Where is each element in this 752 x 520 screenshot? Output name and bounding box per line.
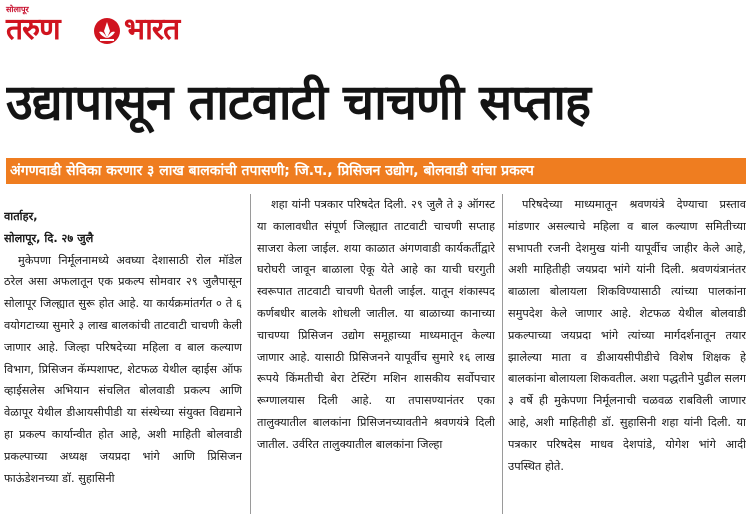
column-text-2: शहा यांनी पत्रकार परिषदेत दिली. २९ जुलै ते ३ ऑगस्ट या कालावधीत संपूर्ण जिल्ह्यात ताटवाटी चाचणी सप्ताह साजरा केला जाईल. शया काळात अंगणवाडी कार्यकर्तीद्वारे घरोघरी जावून बाळाला ऐकू येते आहे का याची घरगुती स्वरूपात ताटवाटी चाचणी घेतली जाईल. यातून शंकास्पद कर्णबधीर बालके शोधली जातील. या बाळाच्या कानाच्या चाचण्या प्रिसिजन उद्योग समूहाच्या माध्यमातून केल्या जाणार आहे. यासाठी प्रिसिजनने यापूर्वीच सुमारे १६ लाख रूपये किंमतीची बेरा टेस्टिंग मशिन शासकीय सर्वोपचार रूग्णालयास दिली आहे. या तपासण्यानंतर एका तालुक्यातील बालकांना प्रिसिजनच्यावतीने श्रवणयंत्रे दिली जातील. उर्वरित तालुक्यातील बालकांना जिल्हा (257, 198, 495, 451)
masthead-logo (6, 4, 256, 52)
article-column-3 (508, 194, 746, 504)
column-text-3: परिषदेच्या माध्यमातून श्रवणयंत्रे देण्याचा प्रस्ताव मांडणार असल्याचे महिला व बाल कल्याण समितीच्या सभापती रजनी देशमुख यांनी यापूर्वीच जाहीर केले आहे, अशी माहितीही जयप्रदा भांगे यांनी दिली. श्रवणयंत्रानंतर बाळाला बोलायला शिकविण्यासाठी त्यांच्या पालकांना समुपदेश केले जाणार आहे. शेटफळ येथील बोलवाडी प्रकल्पाच्या जयप्रदा भांगे त्यांच्या मार्गदर्शनातून तयार झालेल्या माता व डीआयसीपीडीचे विशेष शिक्षक हे बालकांना बोलायला शिकवतील. अशा पद्धतीने पुढील सलग ३ वर्षे ही मुकेपणा निर्मूलनाची चळवळ राबविली जाणार आहे, अशी माहितीही डॉ. सुहासिनी शहा यांनी दिली. या पत्रकार परिषदेस माधव देशपांडे, योगेश भांगे आदी उपस्थित होते. (508, 198, 746, 473)
subheadline-band: अंगणवाडी सेविका करणार ३ लाख बालकांची तपासणी; जि.प., प्रिसिजन उद्योग, बोलवाडी यांचा प्रकल्प (6, 158, 746, 184)
logo-word-tarun: तरुण (6, 12, 60, 47)
lotus-emblem-icon (92, 16, 122, 46)
column-text-1: मुकेपणा निर्मूलनामध्ये अवघ्या देशासाठी रोल मॉडेल ठरेल असा अफलातून एक प्रकल्प सोमवार २९ जुलैपासून सोलापूर जिल्ह्यात सुरू होत आहे. या कार्यक्रमांतर्गत ० ते ६ वयोगटाच्या सुमारे ३ लाख बालकांची ताटवाटी चाचणी केली जाणार आहे. जिल्हा परिषदेच्या महिला व बाल कल्याण विभाग, प्रिसिजन कॅम्पशाफ्ट, शेटफळ येथील व्हाईस ऑफ व्हाईसलेस अभियान संचलित बोलवाडी प्रकल्प आणि वेळापूर येथील डीआयसीपीडी या संस्थेच्या संयुक्त विद्यमाने हा प्रकल्प कार्यान्वीत होत आहे, अशी माहिती बोलवाडी प्रकल्पाच्या अध्यक्ष जयप्रदा भांगे आणि प्रिसिजन फाऊंडेशनच्या डॉ. सुहासिनी (4, 253, 242, 485)
byline-dateline: सोलापूर, दि. २७ जुलै (4, 231, 94, 245)
logo-word-bharat: भारत (124, 12, 180, 47)
article-column-1 (4, 206, 242, 516)
column-divider (502, 194, 503, 514)
article-headline: उद्यापासून ताटवाटी चाचणी सप्ताह (6, 74, 590, 131)
column-divider (250, 194, 251, 514)
byline-reporter: वार्ताहर, (4, 210, 38, 223)
article-column-2 (257, 194, 495, 504)
edition-label: सोलापूर (6, 5, 29, 14)
